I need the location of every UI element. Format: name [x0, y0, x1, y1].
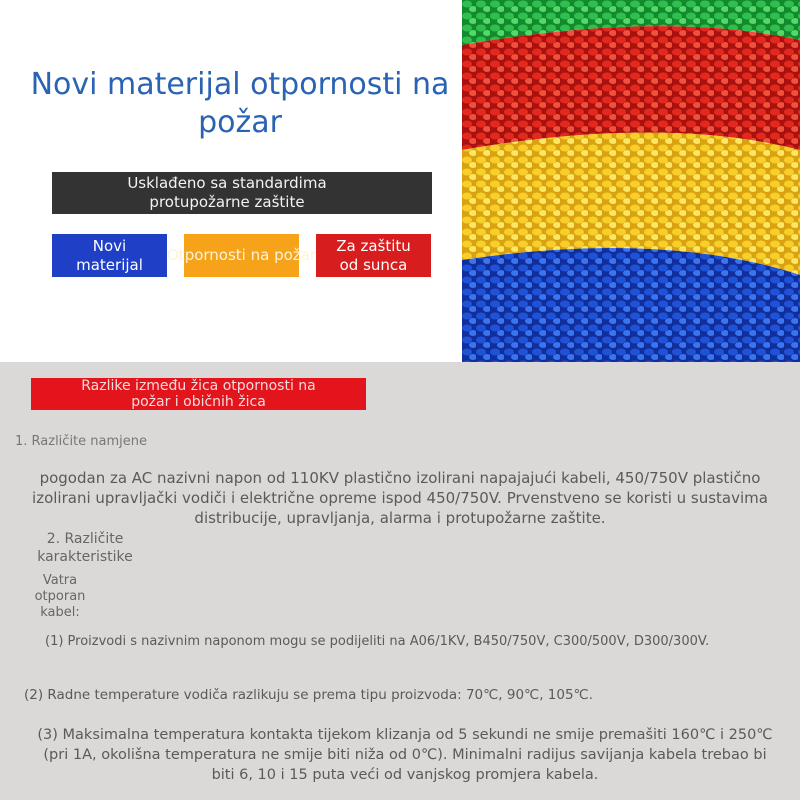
chip-sun-protection: [316, 234, 431, 277]
item-1-heading: 1. Različite namjene: [15, 434, 147, 449]
chip-label: Novi materijal: [76, 236, 143, 274]
point-3: (3) Maksimalna temperatura kontakta tijekom klizanja od 5 sekundi ne smije premašiti 160℃ i 250℃ (pri 1A, okolišna temperatura ne smije biti niža od 0℃). Minimalni radijus savijanja kabela trebao bi biti 6, 10 i 15 puta veći od vanjskog promjera kabela.: [37, 727, 773, 783]
chip-new-material: [52, 234, 167, 277]
item-1-text: pogodan za AC nazivni napon od 110KV plastično izolirani napajajući kabeli, 450/750V plastično izolirani upravljački vodiči i električne opreme ispod 450/750V. Prvenstveno se koristi u sustavima distribucije, upravljanja, alarma i protupožarne zaštite.: [32, 469, 768, 527]
chip-fire-resistance: [167, 234, 317, 277]
point-1: (1) Proizvodi s nazivnim naponom mogu se podijeliti na A06/1KV, B450/750V, C300/500V, D300/300V.: [45, 634, 710, 649]
section-title-bar: [31, 378, 366, 410]
headline: Novi materijal otpornosti na požar: [30, 67, 450, 140]
banner-line-1: Usklađeno sa standardima: [127, 174, 327, 192]
differences-section: [0, 362, 800, 800]
standards-banner: [52, 172, 432, 214]
item-2-heading: 2. Različite karakteristike: [37, 531, 133, 565]
point-2: (2) Radne temperature vodiča razlikuju se prema tipu proizvoda: 70℃, 90℃, 105℃.: [24, 687, 594, 703]
banner-line-2: protupožarne zaštite: [149, 193, 305, 211]
section-title-line-2: požar i običnih žica: [131, 394, 266, 410]
chip-label: Za zaštitu od sunca: [336, 236, 411, 274]
chip-label: Otpornosti na požar: [167, 246, 317, 264]
section-title-line-1: Razlike između žica otpornosti na: [81, 378, 316, 394]
plastic-pellets-image: [462, 0, 800, 362]
item-2-subheading: Vatra otporan kabel:: [34, 573, 86, 620]
